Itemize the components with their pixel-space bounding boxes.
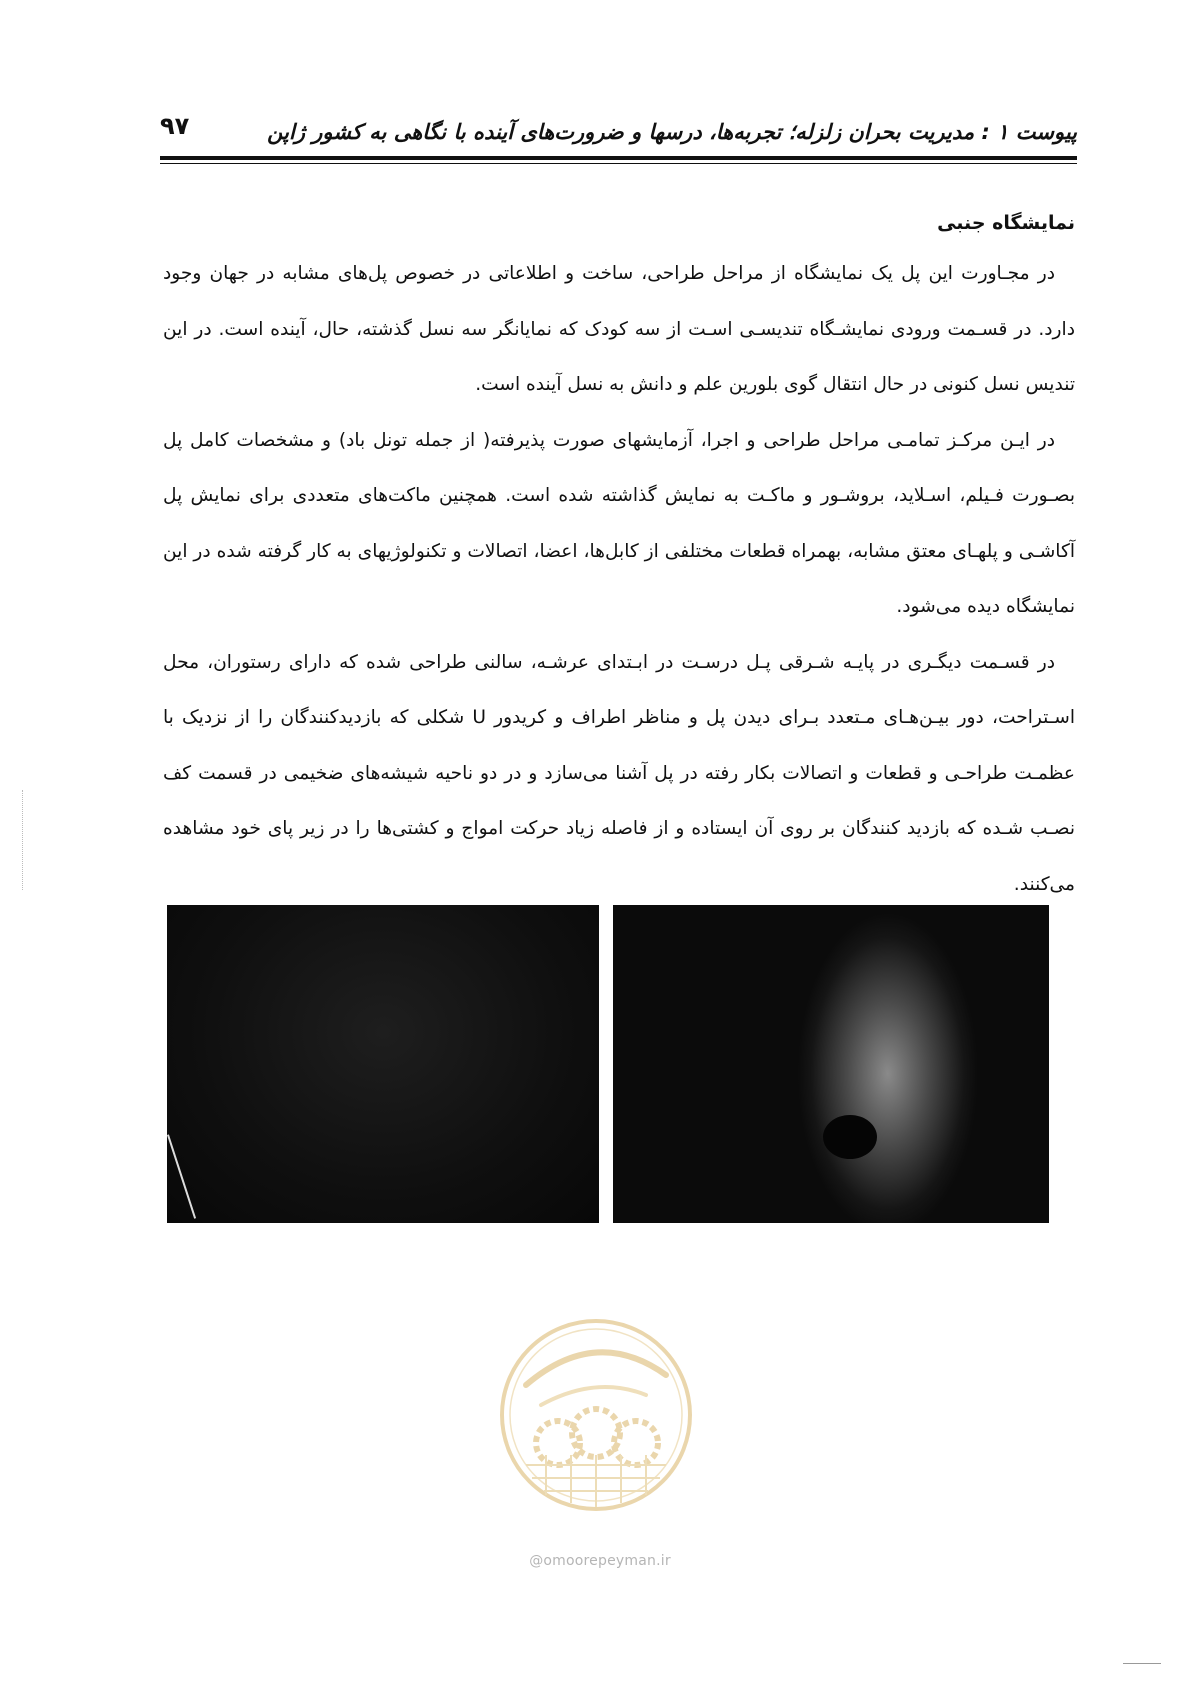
photo-left bbox=[167, 905, 599, 1223]
page-number: ۹۷ bbox=[160, 112, 190, 140]
paragraph-3: در قسـمت دیگـری در پایـه شـرقی پـل درسـت در ابـتدای عرشـه، سالنی طراحی شده که دارای رستوران، محل اسـتراحت، دور بیـن‌هـای مـتعدد بـرای دیدن پل و مناظر اطراف و کریدور U شکلی که بازدیدکنندگان را از نزدیک با عظمـت طراحـی و قطعات و اتصالات بکار رفته در پل آشنا می‌سازد و در دو ناحیه شیشه‌های ضخیمی در قسمت کف نصـب شـده که بازدید کنندگان بر روی آن ایستاده و از فاصله زیاد حرکت امواج و کشتی‌ها را در زیر پای خود مشاهده می‌کنند. bbox=[163, 651, 1075, 895]
photo-right-shadow bbox=[823, 1115, 877, 1159]
header-rule-thick bbox=[160, 156, 1077, 160]
page-body bbox=[163, 208, 1075, 912]
footer-mark bbox=[1123, 1663, 1161, 1664]
paragraph-1: در مجـاورت این پل یک نمایشگاه از مراحل طراحی، ساخت و اطلاعاتی در خصوص پل‌های مشابه در جهان وجود دارد. در قسـمت ورودی نمایشـگاه تندیسـی اسـت از سه کودک که نمایانگر سه نسل گذشته، حال، آینده است. در این تندیس نسل کنونی در حال انتقال گوی بلورین علم و دانش به نسل آینده است. bbox=[163, 263, 1075, 395]
photo-right bbox=[613, 905, 1049, 1223]
photo-left-edge bbox=[167, 1134, 196, 1218]
section-heading: نمایشگاه جنبی bbox=[937, 212, 1075, 234]
page-header bbox=[160, 112, 1077, 162]
watermark-url: @omoorepeyman.ir bbox=[529, 1553, 671, 1569]
header-rule-thin bbox=[160, 163, 1077, 164]
running-title: پیوست ۱ : مدیریت بحران زلزله؛ تجربه‌ها، درسها و ضرورت‌های آینده با نگاهی به کشور ژاپن bbox=[267, 120, 1077, 144]
paragraph-2: در ایـن مرکـز تمامـی مراحل طراحی و اجرا، آزمایشهای صورت پذیرفته( از جمله تونل باد) و مشخصات کامل پل بصـورت فـیلم، اسـلاید، بروشـور و ماکـت به نمایش گذاشته شده است. همچنین ماکت‌های متعددی برای نمایش پل آکاشـی و پلهـای معتق مشابه، بهمراه قطعات مختلفی از کابل‌ها، اعضا، اتصالات و تکنولوژیهای به کار گرفته شده در این نمایشگاه دیده می‌شود. bbox=[163, 429, 1075, 617]
margin-mark bbox=[22, 790, 24, 890]
watermark-seal-icon bbox=[496, 1315, 696, 1515]
